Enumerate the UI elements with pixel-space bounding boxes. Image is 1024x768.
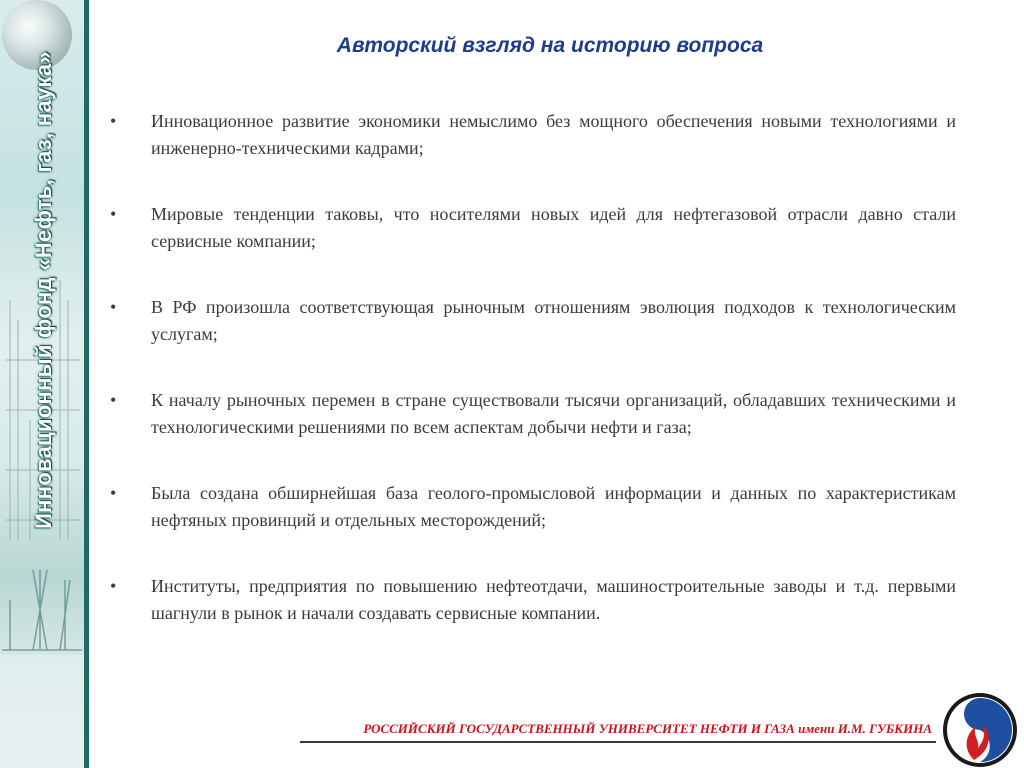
list-item-text: Институты, предприятия по повышению нефтеотдачи, машиностроительные заводы и т.д. первыми шагнули в рынок и начали создавать сервисные компании. [151, 576, 956, 623]
footer-divider [300, 741, 936, 743]
list-item-text: Инновационное развитие экономики немыслимо без мощного обеспечения новыми технологиями и инженерно-техническими кадрами; [151, 111, 956, 158]
bullet-marker: • [110, 297, 117, 317]
bullet-marker: • [110, 111, 117, 131]
bullet-marker: • [110, 483, 117, 503]
footer-university-name: РОССИЙСКИЙ ГОСУДАРСТВЕННЫЙ УНИВЕРСИТЕТ НЕФТИ И ГАЗА имени И.М. ГУБКИНА [363, 721, 932, 736]
gubkin-university-logo-icon [940, 690, 1020, 768]
list-item [110, 387, 956, 441]
bullet-marker: • [110, 390, 117, 410]
list-item [110, 108, 956, 162]
bullet-list [110, 108, 956, 627]
list-item [110, 201, 956, 255]
list-item-text: В РФ произошла соответствующая рыночным отношениям эволюция подходов к технологическим услугам; [151, 297, 956, 344]
list-item-text: К началу рыночных перемен в стране существовали тысячи организаций, обладавших техническими и технологическими решениями по всем аспектам добычи нефти и газа; [151, 390, 956, 437]
list-item-text: Мировые тенденции таковы, что носителями новых идей для нефтегазовой отрасли давно стали сервисные компании; [151, 204, 956, 251]
list-item-text: Была создана обширнейшая база геолого-промысловой информации и данных по характеристикам нефтяных провинций и отдельных месторождений; [151, 483, 956, 530]
list-item [110, 294, 956, 348]
bullet-marker: • [110, 204, 117, 224]
list-item [110, 573, 956, 627]
list-item [110, 480, 956, 534]
sidebar-decoration [0, 0, 84, 768]
bullet-marker: • [110, 576, 117, 596]
slide-title: Авторский взгляд на историю вопроса [336, 34, 764, 57]
sidebar-title: Инновационный фонд «Нефть, газ, наука» [31, 51, 56, 529]
sidebar-divider [84, 0, 89, 768]
